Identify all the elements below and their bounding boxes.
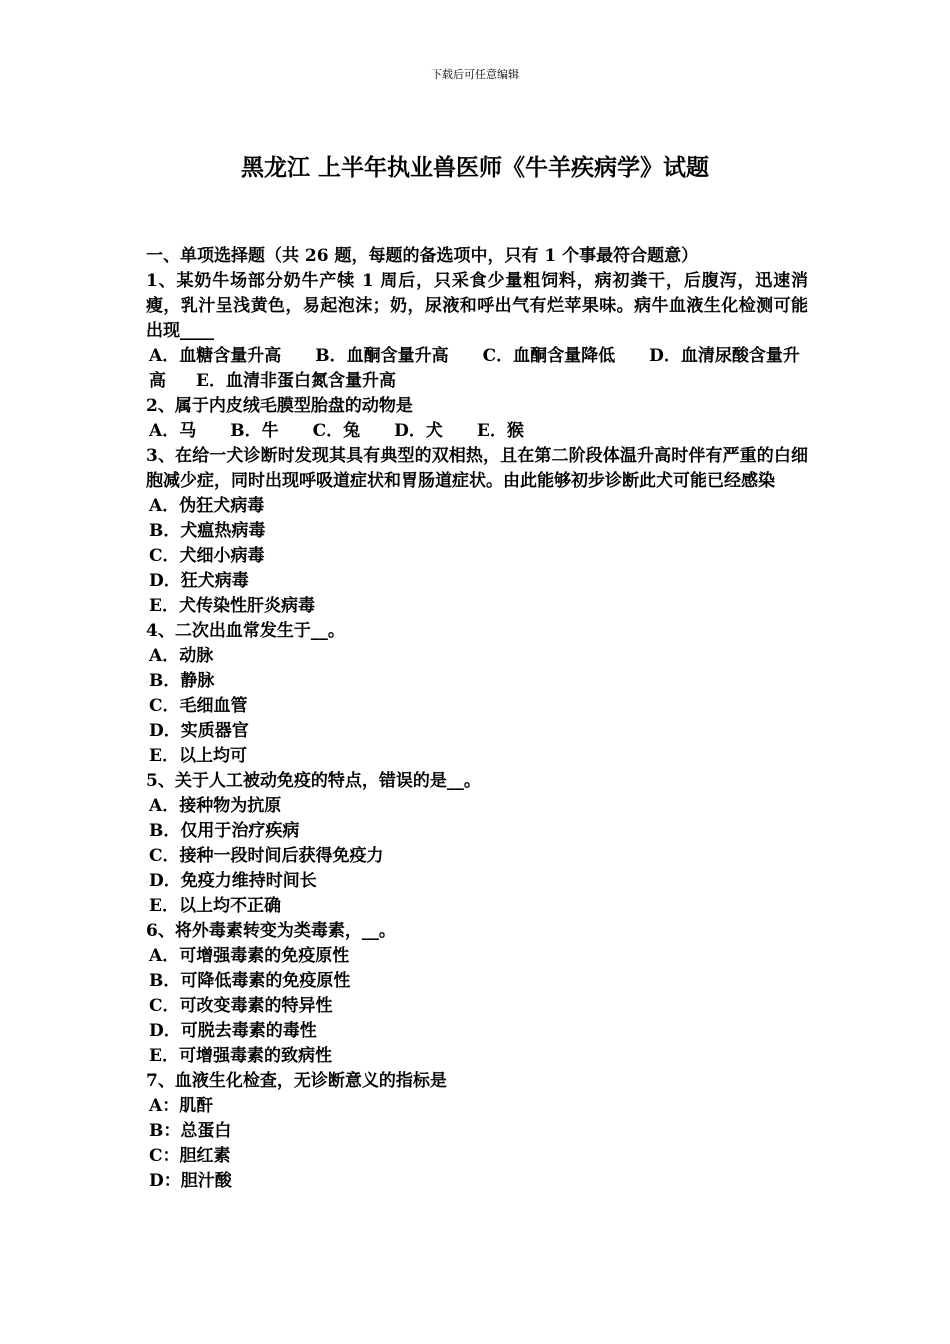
option-b: B．犬瘟热病毒 <box>149 521 266 541</box>
option-c: C．兔 <box>312 421 361 441</box>
option-e: E．以上均可 <box>149 746 247 766</box>
question-1 <box>146 269 808 394</box>
option-c: C．犬细小病毒 <box>149 546 265 566</box>
option-d: D．狂犬病毒 <box>149 571 249 591</box>
option-a: A．马 <box>149 421 197 441</box>
question-stem: 6、将外毒素转变为类毒素，__。 <box>146 921 396 941</box>
option-b: B．血酮含量升高 <box>315 346 449 366</box>
option-a: A．接种物为抗原 <box>149 796 282 816</box>
option-d: D．血清尿酸含量升高 <box>149 346 800 391</box>
question-stem: 1、某奶牛场部分奶牛产犊 1 周后，只采食少量粗饲料，病初粪干，后腹泻，迅速消瘦，乳汁呈浅黄色，易起泡沫；奶，尿液和呼出气有烂苹果味。病牛血液生化检测可能出现____ <box>146 271 808 341</box>
section-heading: 一、单项选择题（共 26 题，每题的备选项中，只有 1 个事最符合题意） <box>146 246 699 266</box>
option-a: A．动脉 <box>149 646 214 666</box>
option-e: E．犬传染性肝炎病毒 <box>149 596 315 616</box>
option-d: D：胆汁酸 <box>149 1171 232 1191</box>
option-b: B．牛 <box>230 421 279 441</box>
option-a: A．血糖含量升高 <box>149 346 282 366</box>
option-d: D．可脱去毒素的毒性 <box>149 1021 317 1041</box>
question-5 <box>146 769 808 919</box>
option-b: B．仅用于治疗疾病 <box>149 821 300 841</box>
page-header: 下载后可任意编辑 <box>431 68 519 81</box>
option-d: D．犬 <box>394 421 443 441</box>
option-d: D．免疫力维持时间长 <box>149 871 317 891</box>
option-b: B．可降低毒素的免疫原性 <box>149 971 351 991</box>
option-a: A：肌酐 <box>149 1096 214 1116</box>
question-options <box>146 419 808 444</box>
question-stem: 5、关于人工被动免疫的特点，错误的是__。 <box>146 771 481 791</box>
question-stem: 7、血液生化检查，无诊断意义的指标是 <box>146 1071 447 1091</box>
option-c: C：胆红素 <box>149 1146 231 1166</box>
question-stem: 3、在给一犬诊断时发现其具有典型的双相热，且在第二阶段体温升高时伴有严重的白细胞减少症，同时出现呼吸道症状和胃肠道症状。由此能够初步诊断此犬可能已经感染 <box>146 446 808 491</box>
question-3 <box>146 444 808 619</box>
option-a: A．可增强毒素的免疫原性 <box>149 946 350 966</box>
question-stem: 2、属于内皮绒毛膜型胎盘的动物是 <box>146 396 413 416</box>
question-options <box>146 344 808 394</box>
option-b: B：总蛋白 <box>149 1121 232 1141</box>
option-c: C．毛细血管 <box>149 696 248 716</box>
option-e: E．以上均不正确 <box>149 896 281 916</box>
option-e: E．猴 <box>476 421 524 441</box>
question-7 <box>146 1069 808 1194</box>
option-d: D．实质器官 <box>149 721 249 741</box>
option-e: E．可增强毒素的致病性 <box>149 1046 332 1066</box>
option-e: E．血清非蛋白氮含量升高 <box>196 371 396 391</box>
exam-content <box>146 244 808 1194</box>
question-4 <box>146 619 808 769</box>
option-c: C．可改变毒素的特异性 <box>149 996 333 1016</box>
option-c: C．血酮含量降低 <box>482 346 616 366</box>
option-b: B．静脉 <box>149 671 215 691</box>
option-c: C．接种一段时间后获得免疫力 <box>149 846 384 866</box>
question-2 <box>146 394 808 444</box>
question-stem: 4、二次出血常发生于__。 <box>146 621 345 641</box>
document-title: 黑龙江 上半年执业兽医师《牛羊疾病学》试题 <box>240 154 709 181</box>
question-6 <box>146 919 808 1069</box>
option-a: A．伪狂犬病毒 <box>149 496 265 516</box>
